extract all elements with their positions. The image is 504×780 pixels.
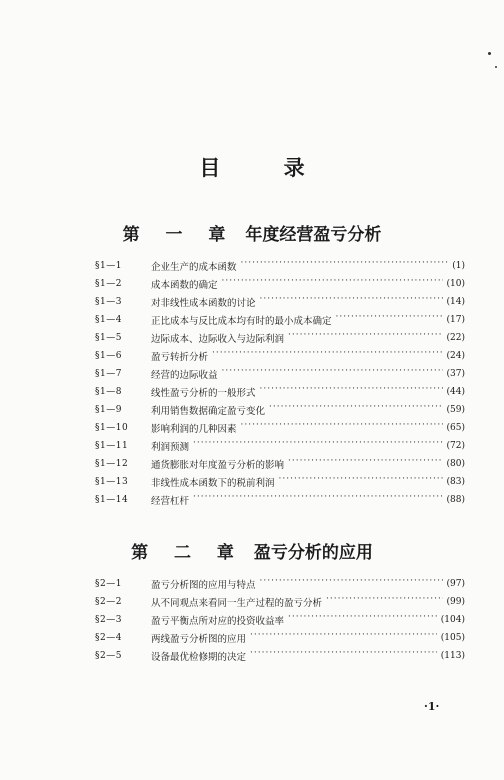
page-number: (10) xyxy=(446,279,465,289)
page-number: (59) xyxy=(446,405,465,415)
page-number: (72) xyxy=(446,441,465,451)
dot-leader xyxy=(222,369,443,379)
toc-entry[interactable] xyxy=(95,438,465,454)
dot-leader xyxy=(288,333,443,343)
scan-speck xyxy=(488,52,491,55)
toc-entry[interactable] xyxy=(95,630,465,646)
page-number: (80) xyxy=(446,459,465,469)
page-number: (105) xyxy=(440,633,465,643)
dot-leader xyxy=(260,387,443,397)
toc-entry[interactable] xyxy=(95,330,465,346)
page-number: (104) xyxy=(440,615,465,625)
toc-entry[interactable] xyxy=(95,294,465,310)
page-number: (99) xyxy=(446,597,465,607)
dot-leader xyxy=(336,315,443,325)
dot-leader xyxy=(288,459,443,469)
dot-leader xyxy=(250,651,437,661)
section-number: §1—9 xyxy=(95,405,122,415)
entry-title: 利用销售数据确定盈亏变化 xyxy=(151,406,266,417)
toc-entry[interactable] xyxy=(95,420,465,436)
toc-entry[interactable] xyxy=(95,348,465,364)
page-number: (1) xyxy=(452,261,465,271)
dot-leader xyxy=(279,477,443,487)
entry-title: 企业生产的成本函数 xyxy=(151,262,237,273)
section-number: §1—7 xyxy=(95,369,122,379)
dot-leader xyxy=(193,441,443,451)
entry-title: 两线盈亏分析图的应用 xyxy=(151,634,247,645)
toc-entry[interactable] xyxy=(95,366,465,382)
page-number: (113) xyxy=(440,651,465,661)
dot-leader xyxy=(288,615,437,625)
page-footer-number: ·1· xyxy=(424,700,440,713)
scan-speck xyxy=(495,66,497,68)
section-number: §1—12 xyxy=(95,459,129,469)
page-title: 目 录 xyxy=(199,155,333,180)
toc-entry[interactable] xyxy=(95,312,465,328)
dot-leader xyxy=(193,495,443,505)
chapter-1-heading xyxy=(0,220,504,245)
entry-title: 盈亏平衡点所对应的投资收益率 xyxy=(151,616,285,627)
page-number: (14) xyxy=(446,297,465,307)
entry-title: 影响利润的几种因素 xyxy=(151,424,237,435)
entry-title: 边际成本、边际收入与边际利润 xyxy=(151,334,285,345)
section-number: §2—1 xyxy=(95,579,122,589)
dot-leader xyxy=(241,261,449,271)
dot-leader xyxy=(241,423,443,433)
toc-entry[interactable] xyxy=(95,258,465,274)
chapter-2-name: 盈亏分析的应用 xyxy=(253,543,373,563)
dot-leader xyxy=(260,579,443,589)
toc-entry[interactable] xyxy=(95,612,465,628)
page-number: (24) xyxy=(446,351,465,361)
toc-entry[interactable] xyxy=(95,648,465,664)
dot-leader xyxy=(269,405,443,415)
section-number: §1—10 xyxy=(95,423,129,433)
section-number: §1—8 xyxy=(95,387,122,397)
toc-entry[interactable] xyxy=(95,384,465,400)
toc-entry[interactable] xyxy=(95,276,465,292)
page-number: (65) xyxy=(446,423,465,433)
entry-title: 非线性成本函数下的税前利润 xyxy=(151,478,275,489)
entry-title: 设备最优检修期的决定 xyxy=(151,652,247,663)
dot-leader xyxy=(212,351,443,361)
section-number: §1—2 xyxy=(95,279,122,289)
page-number: (83) xyxy=(446,477,465,487)
entry-title: 从不同观点来看同一生产过程的盈亏分析 xyxy=(151,598,323,609)
entry-title: 经营的边际收益 xyxy=(151,370,218,381)
entry-title: 利润预测 xyxy=(151,442,190,453)
toc-entry[interactable] xyxy=(95,492,465,508)
section-number: §1—1 xyxy=(95,261,122,271)
chapter-2-heading xyxy=(0,538,504,563)
toc-entry[interactable] xyxy=(95,594,465,610)
dot-leader xyxy=(250,633,437,643)
section-number: §1—13 xyxy=(95,477,129,487)
toc-entry[interactable] xyxy=(95,474,465,490)
section-number: §1—11 xyxy=(95,441,129,451)
toc-entry[interactable] xyxy=(95,456,465,472)
entry-title: 盈亏分析图的应用与特点 xyxy=(151,580,256,591)
dot-leader xyxy=(222,279,443,289)
section-number: §2—2 xyxy=(95,597,122,607)
entry-title: 经营杠杆 xyxy=(151,496,190,507)
dot-leader xyxy=(326,597,443,607)
section-number: §1—14 xyxy=(95,495,129,505)
section-number: §1—3 xyxy=(95,297,122,307)
dot-leader xyxy=(260,297,443,307)
page-number: (97) xyxy=(446,579,465,589)
entry-title: 盈亏转折分析 xyxy=(151,352,209,363)
chapter-1-number: 第 一 章 xyxy=(122,225,236,245)
section-number: §1—4 xyxy=(95,315,122,325)
page-number: (44) xyxy=(446,387,465,397)
section-number: §2—4 xyxy=(95,633,122,643)
entry-title: 线性盈亏分析的一般形式 xyxy=(151,388,256,399)
chapter-1-name: 年度经营盈亏分析 xyxy=(245,225,382,245)
page-number: (37) xyxy=(446,369,465,379)
toc-entry[interactable] xyxy=(95,402,465,418)
page-number: (22) xyxy=(446,333,465,343)
entry-title: 成本函数的确定 xyxy=(151,280,218,291)
entry-title: 对非线性成本函数的讨论 xyxy=(151,298,256,309)
section-number: §1—6 xyxy=(95,351,122,361)
entry-title: 通货膨胀对年度盈亏分析的影响 xyxy=(151,460,285,471)
section-number: §2—5 xyxy=(95,651,122,661)
section-number: §2—3 xyxy=(95,615,122,625)
chapter-2-number: 第 二 章 xyxy=(131,543,244,563)
page-number: (88) xyxy=(446,495,465,505)
toc-entry[interactable] xyxy=(95,576,465,592)
section-number: §1—5 xyxy=(95,333,122,343)
page-number: (17) xyxy=(446,315,465,325)
entry-title: 正比成本与反比成本均有时的最小成本确定 xyxy=(151,316,332,327)
